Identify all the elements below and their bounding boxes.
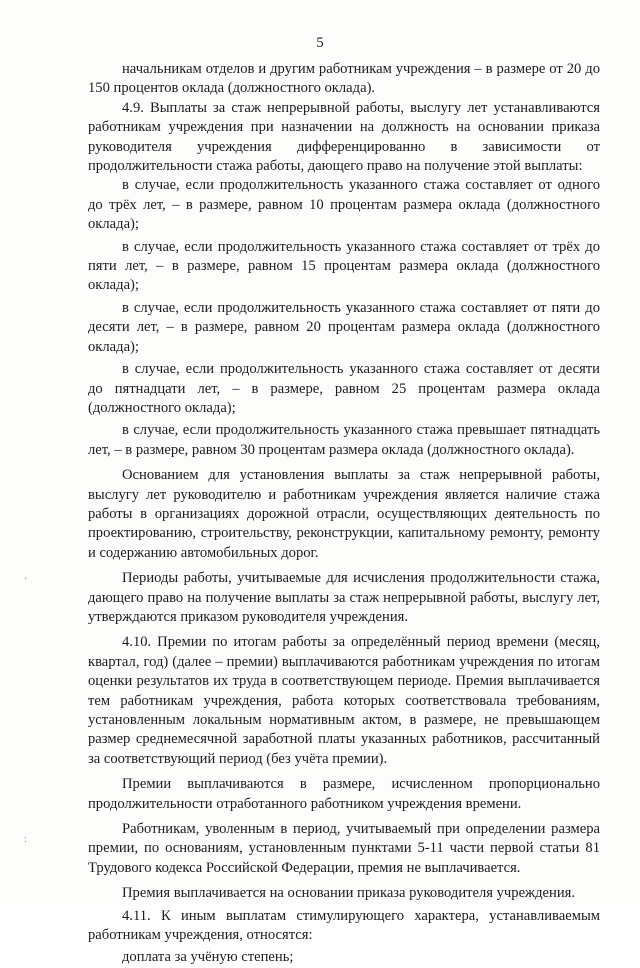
- paragraph-4-10: 4.10. Премии по итогам работы за определённый период времени (месяц, квартал, год) (далее – премии) выплачиваются работникам учреждения по итогам оценки результатов их труда в соответствующем периоде. Премия выплачивается тем работникам учреждения, работа которых соответствовала требованиям, установленным локальным нормативным актом, в размере, не превышающем размер среднемесячной заработной платы указанных работников, рассчитанный за соответствующий период (без учёта премии).: [88, 634, 600, 767]
- document-body: [88, 60, 600, 968]
- paragraph-4-11: 4.11. К иным выплатам стимулирующего характера, устанавливаемым работникам учреждения, относятся:: [88, 907, 600, 944]
- paragraph-stage-1-3: в случае, если продолжительность указанного стажа составляет от одного до трёх лет, – в размере, равном 10 процентам размера оклада (должностного оклада);: [88, 177, 600, 233]
- margin-mark: :: [24, 834, 27, 845]
- paragraph-4-9: 4.9. Выплаты за стаж непрерывной работы, выслугу лет устанавливаются работникам учреждения при назначении на должность на основании приказа руководителя учреждения дифференцированно в зависимости от продолжительности стажа работы, дающего право на получение этой выплаты:: [88, 99, 600, 175]
- paragraph-basis: Основанием для установления выплаты за стаж непрерывной работы, выслугу лет руководителю и работникам учреждения является наличие стажа работы в организациях дорожной отрасли, осуществляющих деятельность по проектированию, строительству, реконструкции, капитальному ремонту, ремонту и содержанию автомобильных дорог.: [88, 467, 600, 561]
- paragraph-continuation: начальникам отделов и другим работникам учреждения – в размере от 20 до 150 процентов оклада (должностного оклада).: [88, 61, 600, 97]
- margin-mark: ·: [24, 574, 28, 585]
- paragraph-dismissed: Работникам, уволенным в период, учитываемый при определении размера премии, по основаниям, установленным пунктами 5-11 части первой статьи 81 Трудового кодекса Российской Федерации, премия не выплачивается.: [88, 821, 600, 876]
- paragraph-stage-5-10: в случае, если продолжительность указанного стажа составляет от пяти до десяти лет, – в размере, равном 20 процентам размера оклада (должностного оклада);: [88, 299, 600, 355]
- paragraph-stage-10-15: в случае, если продолжительность указанного стажа составляет от десяти до пятнадцати лет, – в размере, равном 25 процентам размера оклада (должностного оклада);: [88, 361, 600, 416]
- paragraph-stage-15-plus: в случае, если продолжительность указанного стажа превышает пятнадцать лет, – в размере, равном 30 процентам размера оклада (должностного оклада).: [88, 422, 600, 458]
- paragraph-bonus-order: Премия выплачивается на основании приказа руководителя учреждения.: [122, 885, 576, 902]
- paragraph-academic-degree: доплата за учёную степень;: [122, 949, 294, 966]
- paragraph-stage-3-5: в случае, если продолжительность указанного стажа составляет от трёх до пяти лет, – в размере, равном 15 процентам размера оклада (должностного оклада);: [88, 238, 600, 294]
- page-number: 5: [316, 35, 324, 51]
- paragraph-bonus-proportional: Премии выплачиваются в размере, исчисленном пропорционально продолжительности отработанного работником учреждения времени.: [88, 776, 600, 812]
- paragraph-periods: Периоды работы, учитываемые для исчисления продолжительности стажа, дающего право на получение выплаты за стаж непрерывной работы, выслугу лет, утверждаются приказом руководителя учреждения.: [88, 570, 600, 625]
